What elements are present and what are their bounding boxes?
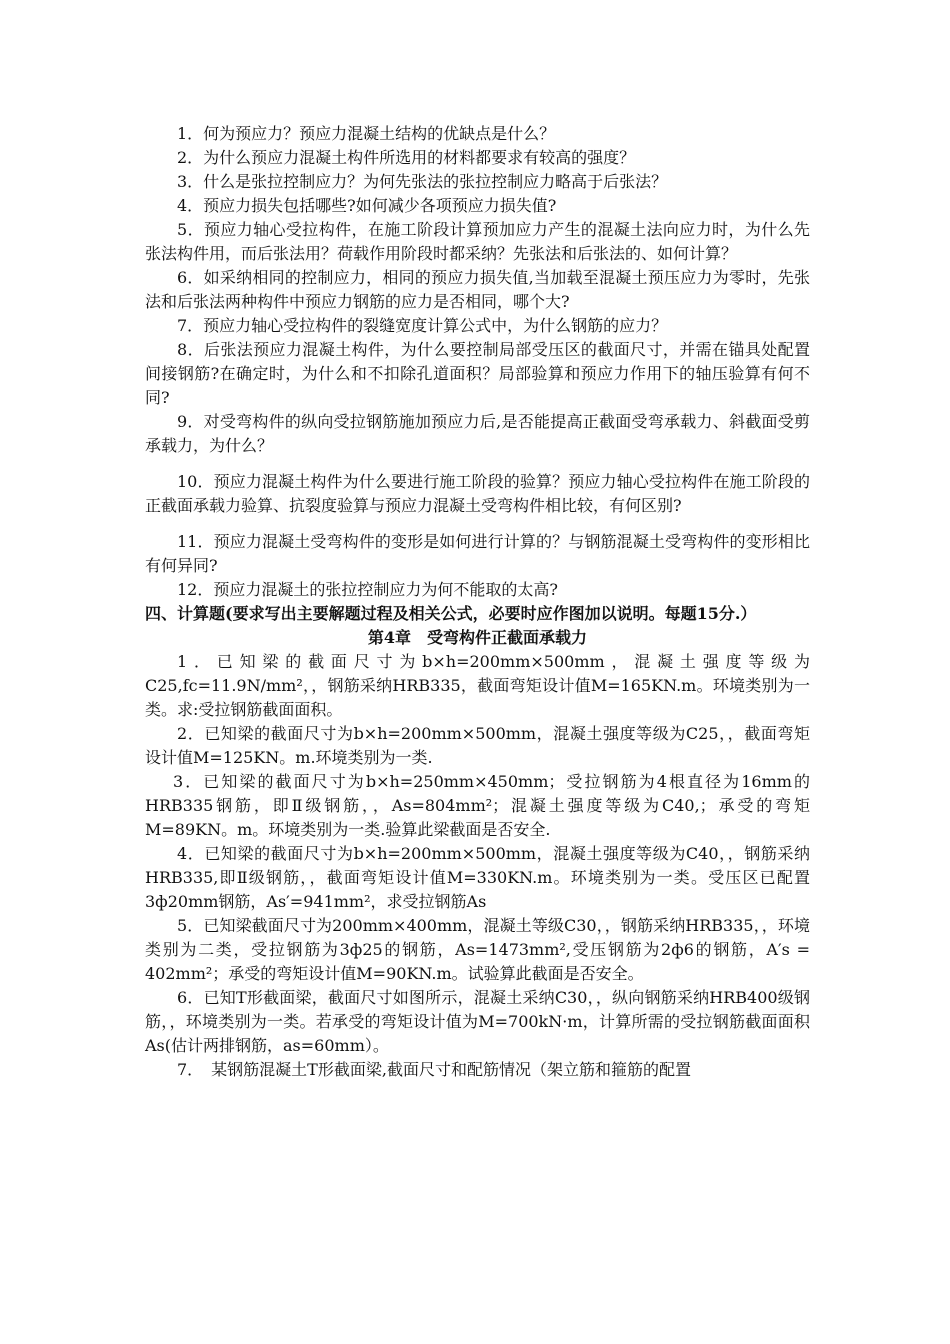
problem-1: 1．已知梁的截面尺寸为b×h=200mm×500mm，混凝土强度等级为C25,fc=11.9N/mm²，，钢筋采纳HRB335，截面弯矩设计值M=165KN.m。环境类别为一类。求:受拉钢筋截面面积。 xyxy=(145,652,810,719)
question-11: 11．预应力混凝土受弯构件的变形是如何进行计算的？与钢筋混凝土受弯构件的变形相比有何异同? xyxy=(145,532,810,575)
question-3: 3．什么是张拉控制应力？为何先张法的张拉控制应力略高于后张法？ xyxy=(177,172,668,191)
question-5: 5．预应力轴心受拉构件，在施工阶段计算预加应力产生的混凝土法向应力时，为什么先张法构件用，而后张法用？荷载作用阶段时都采纳？先张法和后张法的、如何计算？ xyxy=(145,220,810,263)
question-10: 10．预应力混凝土构件为什么要进行施工阶段的验算？预应力轴心受拉构件在施工阶段的正截面承载力验算、抗裂度验算与预应力混凝土受弯构件相比较，有何区别? xyxy=(145,472,810,515)
question-2: 2．为什么预应力混凝土构件所选用的材料都要求有较高的强度？ xyxy=(177,148,636,167)
question-7: 7．预应力轴心受拉构件的裂缝宽度计算公式中，为什么钢筋的应力？ xyxy=(177,316,668,335)
question-1: 1．何为预应力？预应力混凝土结构的优缺点是什么？ xyxy=(177,124,556,143)
question-9: 9．对受弯构件的纵向受拉钢筋施加预应力后,是否能提高正截面受弯承载力、斜截面受剪承载力，为什么？ xyxy=(145,412,810,455)
question-4: 4．预应力损失包括哪些?如何减少各项预应力损失值? xyxy=(177,196,557,215)
problem-4: 4．已知梁的截面尺寸为b×h=200mm×500mm，混凝土强度等级为C40，，钢筋采纳HRB335,即Ⅱ级钢筋，，截面弯矩设计值M=330KN.m。环境类别为一类。受压区已配置3ф20mm钢筋，As′=941mm²，求受拉钢筋As xyxy=(145,844,810,911)
chapter-title: 第4章 受弯构件正截面承载力 xyxy=(367,628,588,647)
question-8: 8．后张法预应力混凝土构件，为什么要控制局部受压区的截面尺寸，并需在锚具处配置间接钢筋?在确定时，为什么和不扣除孔道面积？局部验算和预应力作用下的轴压验算有何不同? xyxy=(145,340,810,407)
problem-5: 5．已知梁截面尺寸为200mm×400mm，混凝土等级C30，，钢筋采纳HRB335，，环境类别为二类，受拉钢筋为3ф25的钢筋，As=1473mm²,受压钢筋为2ф6的钢筋，A′s = 402mm²；承受的弯矩设计值M=90KN.m。试验算此截面是否安全。 xyxy=(145,916,810,983)
problem-2: 2．已知梁的截面尺寸为b×h=200mm×500mm，混凝土强度等级为C25，，截面弯矩设计值M=125KN。m.环境类别为一类. xyxy=(145,724,810,767)
problem-3: 3．已知梁的截面尺寸为b×h=250mm×450mm；受拉钢筋为4根直径为16mm的HRB335钢筋，即Ⅱ级钢筋，，As=804mm²；混凝土强度等级为C40,；承受的弯矩M=89KN。m。环境类别为一类.验算此梁截面是否安全. xyxy=(145,772,810,839)
question-12: 12．预应力混凝土的张拉控制应力为何不能取的太高? xyxy=(177,580,558,599)
section-title: 四、计算题(要求写出主要解题过程及相关公式，必要时应作图加以说明。每题15分.） xyxy=(145,604,757,623)
problem-7: 7． 某钢筋混凝土T形截面梁,截面尺寸和配筋情况（架立筋和箍筋的配置 xyxy=(177,1060,691,1079)
problem-6: 6．已知T形截面梁，截面尺寸如图所示，混凝土采纳C30，，纵向钢筋采纳HRB400级钢筋，，环境类别为一类。若承受的弯矩设计值为M=700kN·m，计算所需的受拉钢筋截面面积As(估计两排钢筋，as=60mm）。 xyxy=(145,988,810,1055)
document-page xyxy=(145,122,810,1082)
question-6: 6．如采纳相同的控制应力，相同的预应力损失值,当加载至混凝土预压应力为零时，先张法和后张法两种构件中预应力钢筋的应力是否相同，哪个大? xyxy=(145,268,810,311)
